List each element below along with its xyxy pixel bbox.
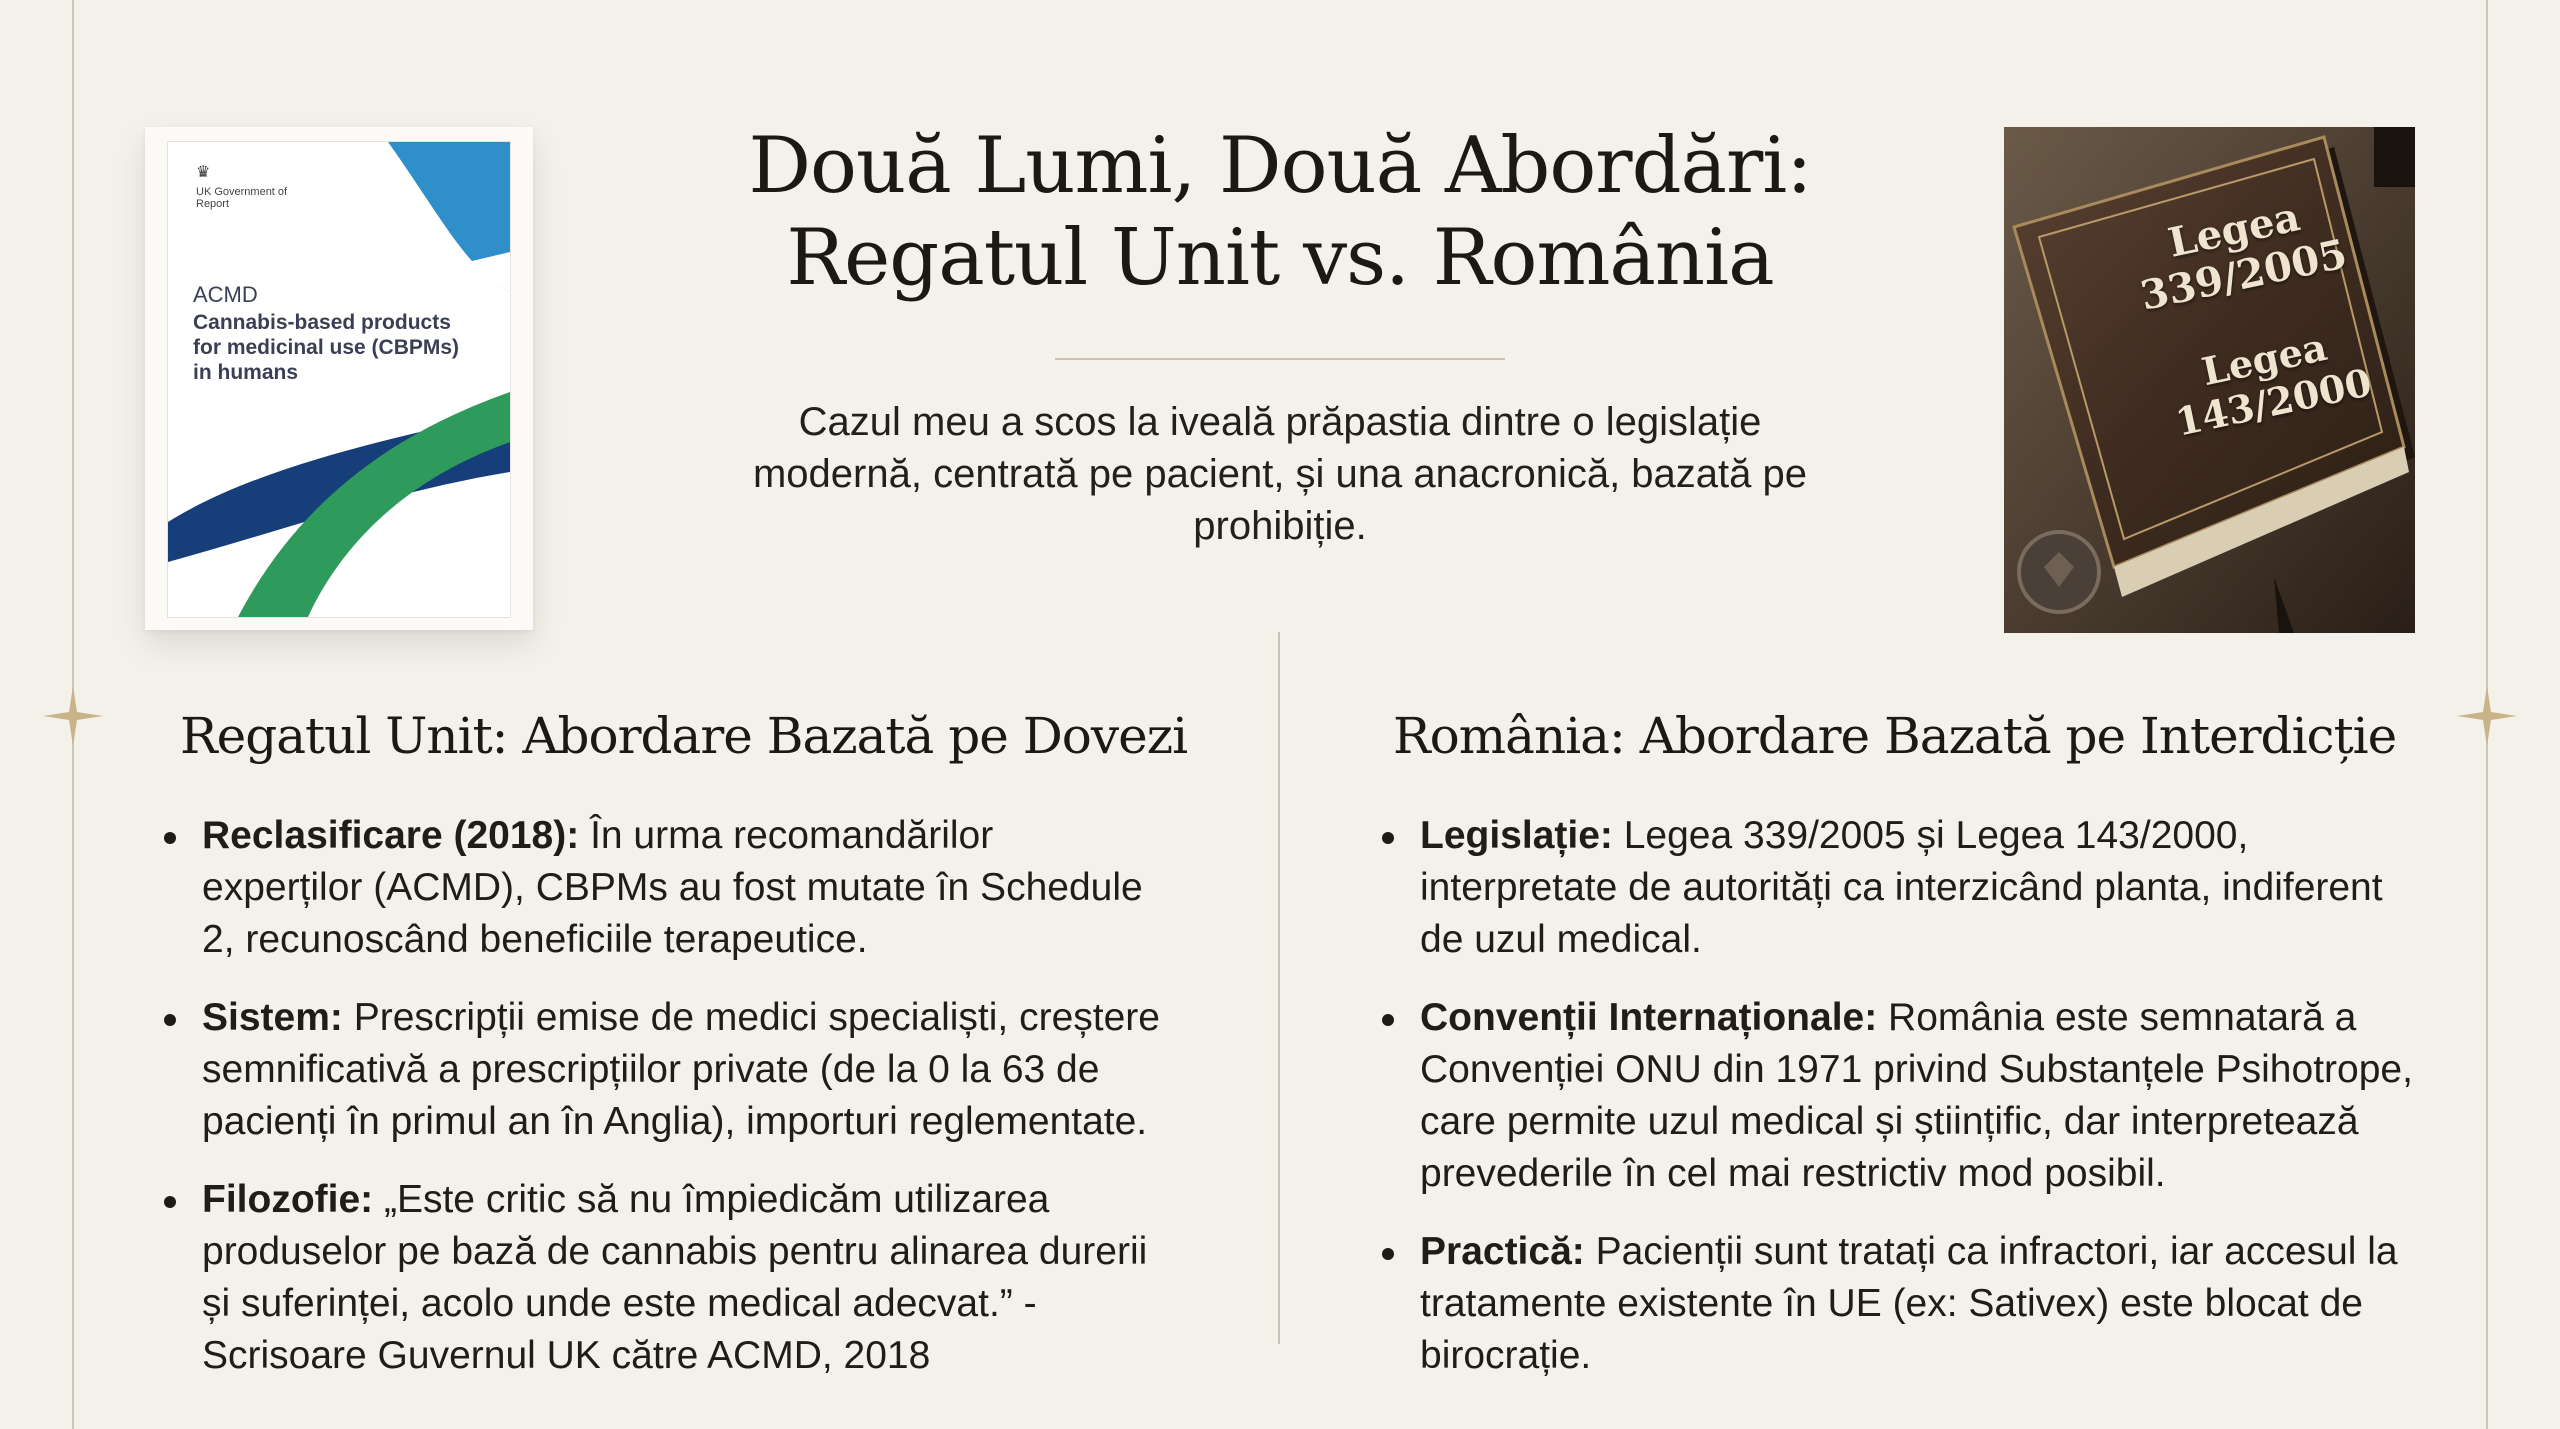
point-label: Legislație:	[1420, 814, 1613, 857]
star-ornament-left-icon	[43, 686, 103, 746]
title-line-2: Regatul Unit vs. România	[786, 213, 1774, 303]
list-item	[1378, 1226, 2418, 1382]
uk-points-list	[160, 810, 1160, 1408]
point-label: Sistem:	[202, 996, 343, 1039]
crest-icon: ♛	[196, 164, 211, 181]
point-text: „Este critic să nu împiedicăm utilizarea produselor pe bază de cannabis pentru alinarea durerii și suferinței, acolo unde este medical adecvat.” - Scrisoare Guvernul UK către ACMD, 2018	[202, 1178, 1148, 1377]
point-text: În urma recomandărilor experților (ACMD), CBPMs au fost mutate în Schedule 2, recunoscând beneficiile terapeutice.	[202, 814, 1143, 961]
book-label-law-2: Legea 143/2000	[2171, 323, 2376, 445]
uk-heading: Regatul Unit: Abordare Bazată pe Dovezi	[180, 707, 1188, 765]
ro-heading: România: Abordare Bazată pe Interdicție	[1393, 707, 2397, 765]
point-label: Reclasificare (2018):	[202, 814, 580, 857]
title-divider	[1055, 358, 1505, 360]
list-item	[160, 1174, 1160, 1382]
ro-points-list	[1378, 810, 2418, 1408]
law-book-image	[2004, 127, 2415, 633]
point-label: Practică:	[1420, 1230, 1585, 1273]
point-label: Filozofie:	[202, 1178, 374, 1221]
report-title: Cannabis-based products for medicinal use (CBPMs) in humans	[193, 311, 460, 384]
point-text: Prescripții emise de medici specialiști, creștere semnificativă a prescripțiilor private (de la 0 la 63 de pacienți în primul an în Anglia), importuri reglementate.	[202, 996, 1160, 1143]
title-line-1: Două Lumi, Două Abordări:	[748, 121, 1812, 211]
report-org: ACMD	[193, 282, 258, 307]
book-label-law-1: Legea 339/2005	[2136, 193, 2351, 320]
report-gov-name: UK Government of Report	[196, 186, 288, 210]
intro-text: Cazul meu a scos la iveală prăpastia dintre o legislație modernă, centrată pe pacient, și una anacronică, bazată pe prohibiție.	[752, 400, 1808, 548]
point-label: Convenții Internaționale:	[1420, 996, 1878, 1039]
point-text: Pacienții sunt tratați ca infractori, iar accesul la tratamente existente în UE (ex: Sativex) este blocat de birocrație.	[1420, 1230, 2398, 1377]
point-text: România este semnatară a Convenției ONU din 1971 privind Substanțele Psihotrope, care permite uzul medical și științific, dar interpretează prevederile în cel mai restrictiv mod posibil.	[1420, 996, 2413, 1195]
star-ornament-right-icon	[2457, 686, 2517, 746]
page-title	[640, 120, 1920, 304]
report-cover	[167, 141, 511, 618]
report-cover-image	[145, 127, 533, 630]
column-divider	[1278, 632, 1280, 1344]
list-item	[160, 992, 1160, 1148]
list-item	[1378, 992, 2418, 1200]
point-text: Legea 339/2005 și Legea 143/2000, interpretate de autorități ca interzicând planta, indiferent de uzul medical.	[1420, 814, 2383, 961]
list-item	[1378, 810, 2418, 966]
list-item	[160, 810, 1160, 966]
